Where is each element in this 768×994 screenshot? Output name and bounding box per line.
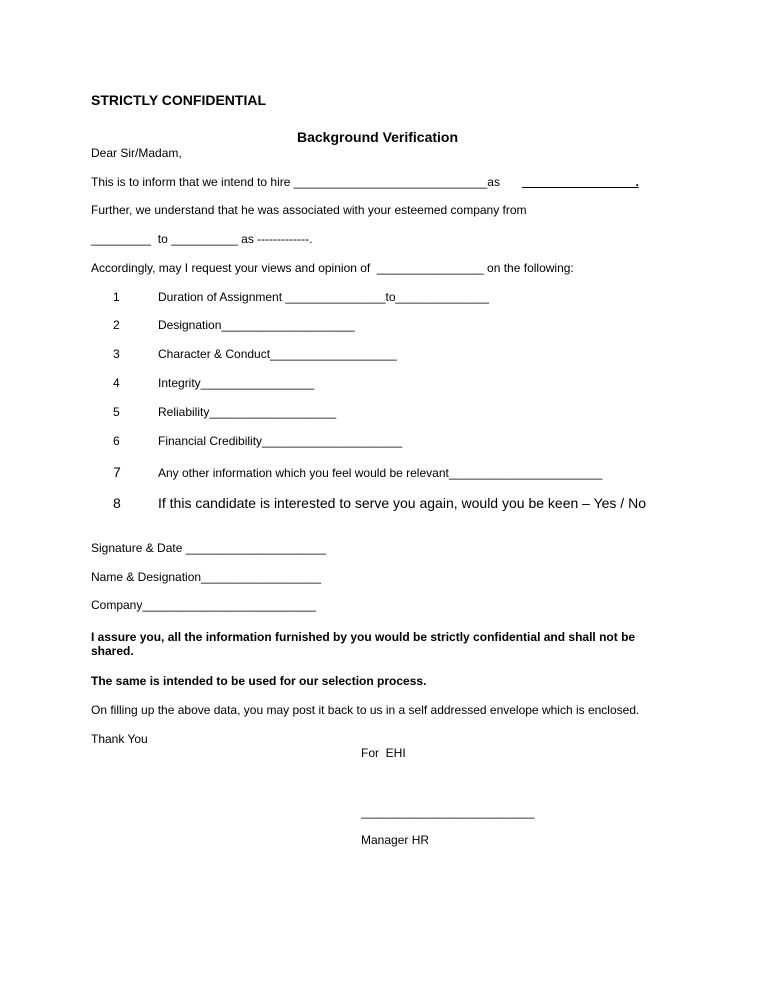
association-line: Further, we understand that he was associated with your esteemed company from	[91, 203, 527, 217]
item-duration: Duration of Assignment _______________to______________	[158, 290, 489, 304]
salutation: Dear Sir/Madam,	[91, 146, 182, 160]
for-company: For EHI	[361, 746, 406, 760]
closing-thanks: Thank You	[91, 732, 148, 746]
item-designation: Designation____________________	[158, 318, 355, 332]
dates-line: _________ to __________ as -------------.	[91, 232, 313, 246]
signature-date-field: Signature & Date _____________________	[91, 541, 326, 555]
name-designation-field: Name & Designation__________________	[91, 570, 322, 584]
selection-statement: The same is intended to be used for our selection process.	[91, 674, 427, 688]
item-other-info: Any other information which you feel would be relevant_______________________	[158, 466, 603, 480]
item-number: 6	[113, 434, 120, 448]
company-field: Company__________________________	[91, 598, 316, 612]
item-financial: Financial Credibility_____________________	[158, 434, 403, 448]
item-reliability: Reliability___________________	[158, 405, 337, 419]
document-title: Background Verification	[297, 129, 459, 145]
item-number: 8	[113, 495, 121, 511]
signatory-title: Manager HR	[361, 833, 430, 847]
item-number: 1	[113, 290, 120, 304]
position-blank: _________________.	[522, 175, 639, 189]
item-character: Character & Conduct___________________	[158, 347, 397, 361]
item-number: 7	[113, 464, 121, 480]
assurance-paragraph: I assure you, all the information furnished by you would be strictly confidential and shall not be shared.	[91, 630, 636, 658]
posting-instructions: On filling up the above data, you may post it back to us in a self addressed envelope which is enclosed.	[91, 703, 640, 717]
item-number: 3	[113, 347, 120, 361]
confidential-heading: STRICTLY CONFIDENTIAL	[91, 92, 267, 108]
item-number: 4	[113, 376, 120, 390]
item-rehire: If this candidate is interested to serve you again, would you be keen – Yes / No	[158, 495, 646, 511]
item-number: 5	[113, 405, 120, 419]
hire-line: This is to inform that we intend to hire _____________________________as	[91, 175, 500, 189]
item-integrity: Integrity_________________	[158, 376, 315, 390]
item-number: 2	[113, 318, 120, 332]
request-line: Accordingly, may I request your views and opinion of ________________ on the following:	[91, 261, 574, 275]
signature-line: __________________________	[361, 805, 535, 819]
